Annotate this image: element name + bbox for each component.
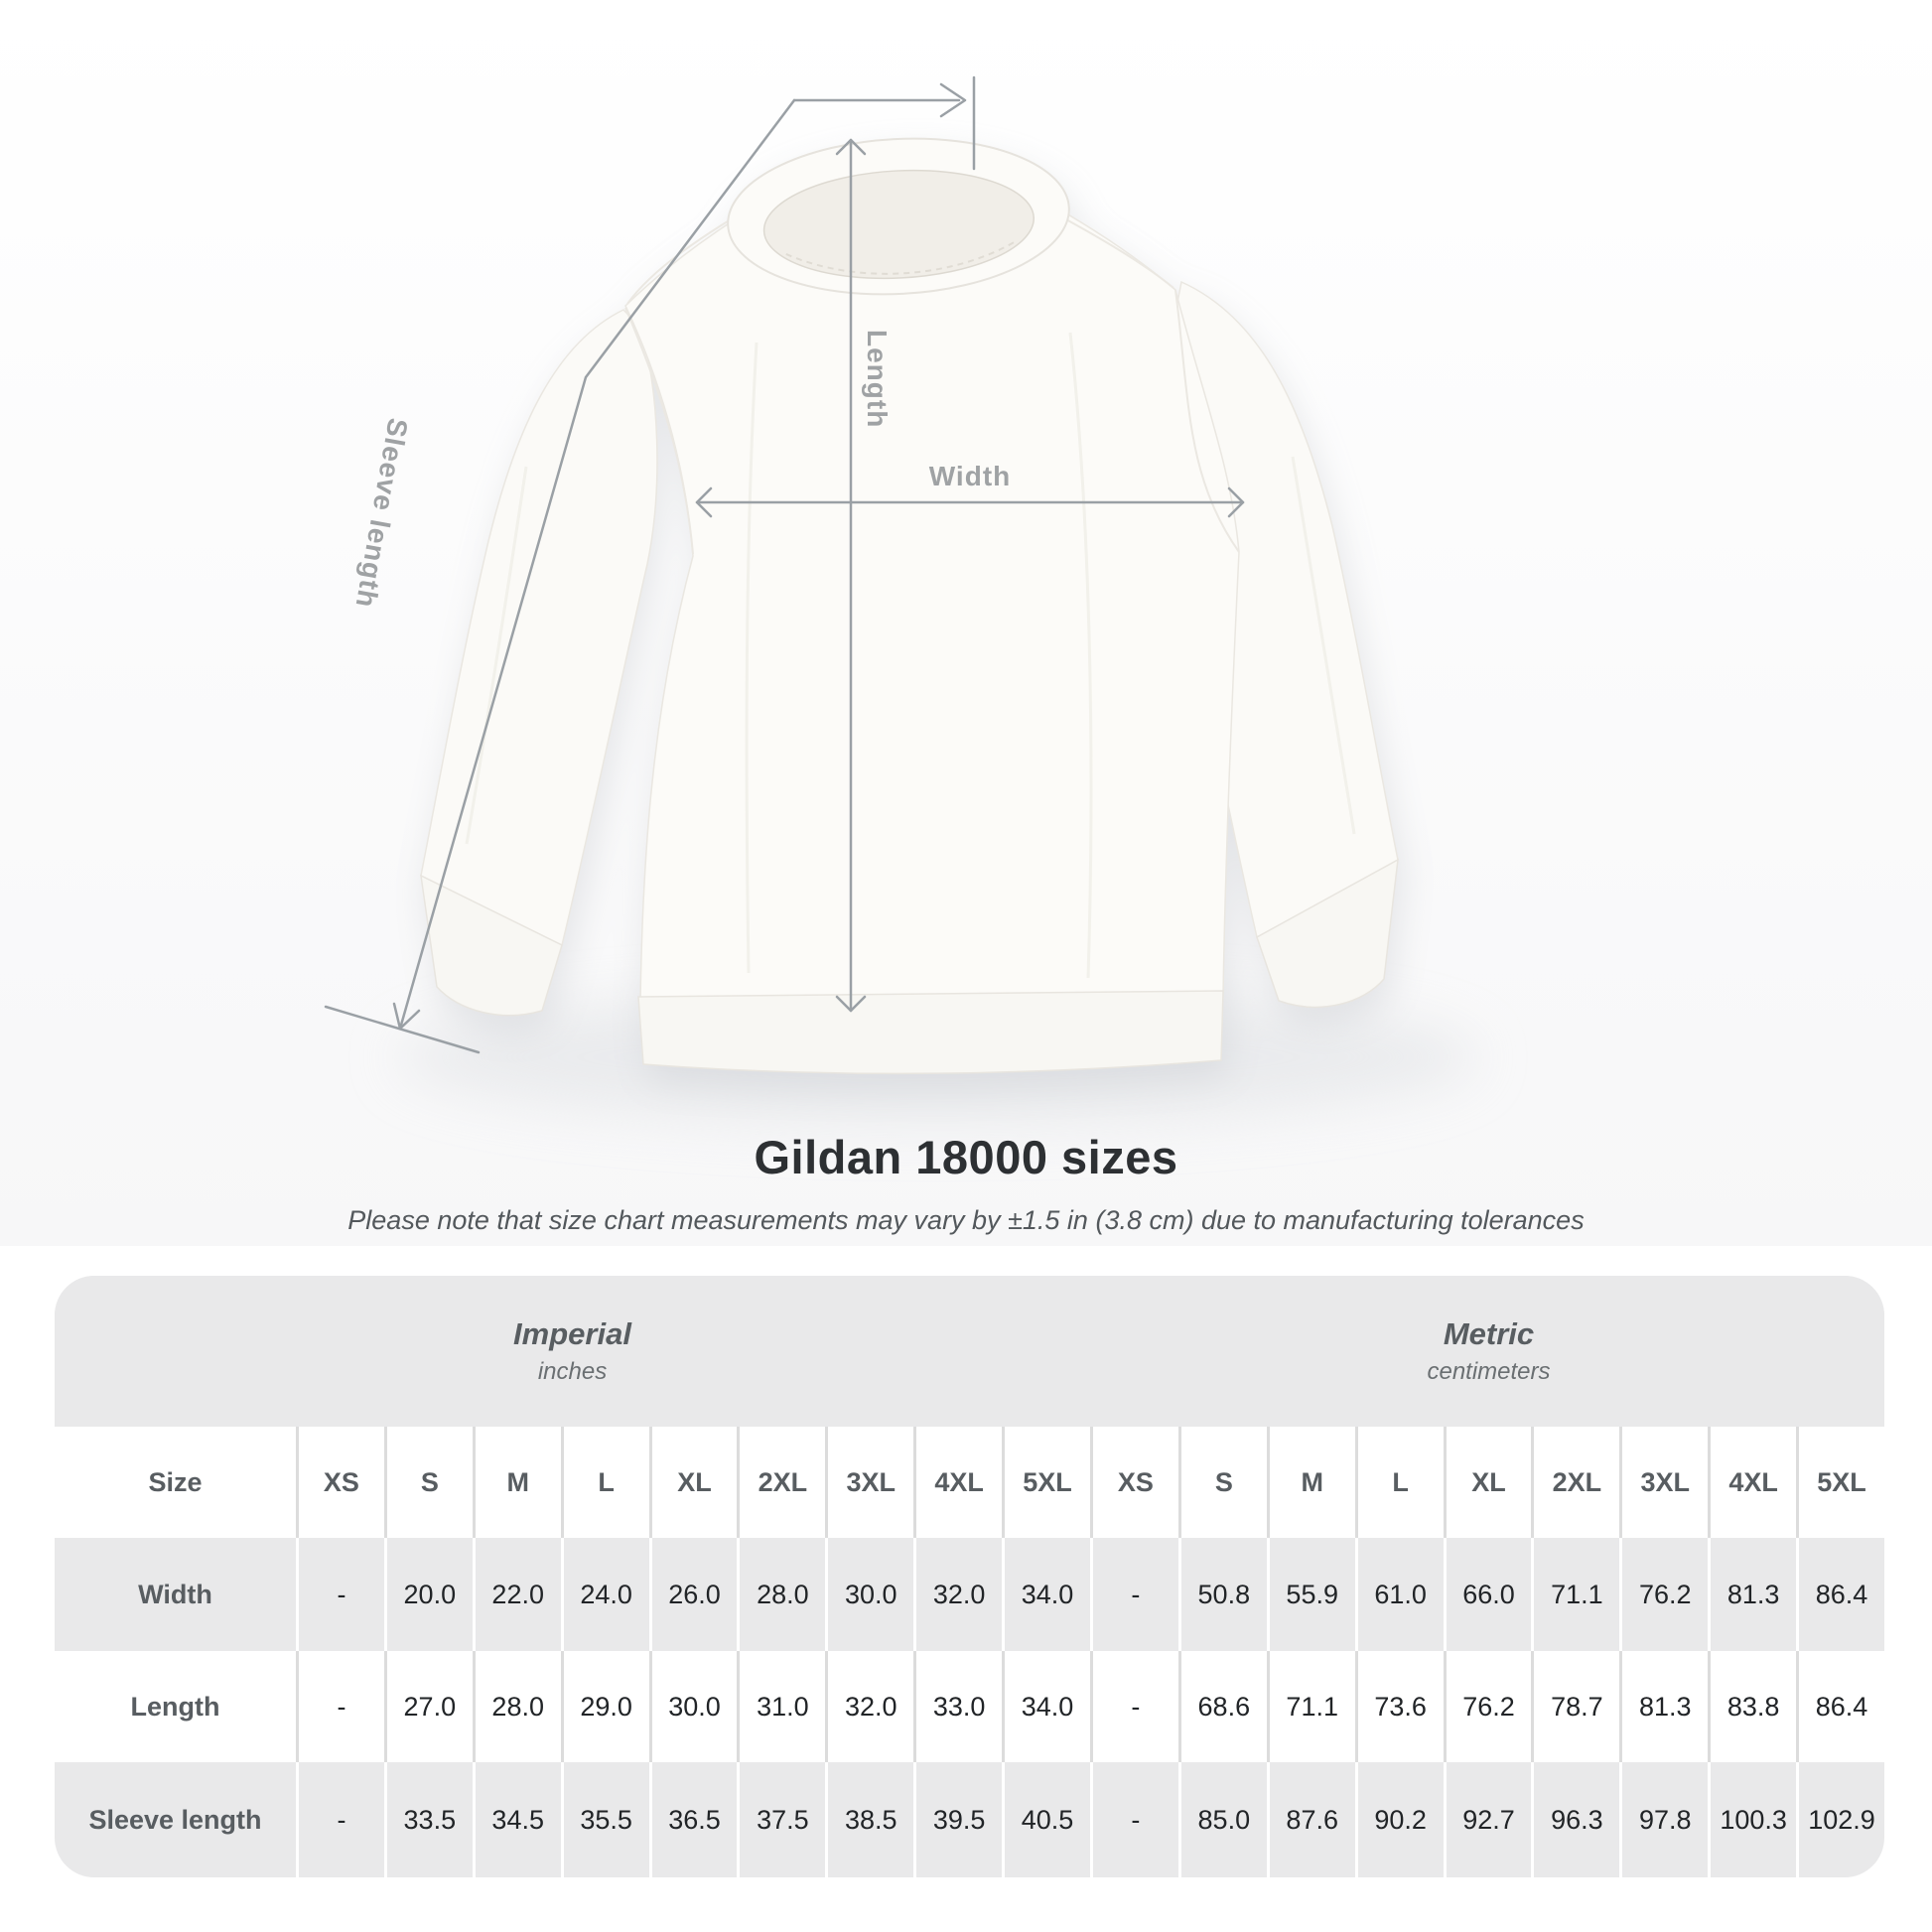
sleeve-length-value-cell: 35.5 [564, 1762, 649, 1877]
imperial-group-header [55, 1276, 1090, 1427]
sleeve-length-value-cell: 33.5 [387, 1762, 473, 1877]
size-row-label: Size [55, 1427, 296, 1538]
width-value-cell: 22.0 [476, 1538, 561, 1651]
sweatshirt-hem-band [638, 991, 1223, 1073]
size-column-header: S [387, 1427, 473, 1538]
sleeve-length-value-cell: 37.5 [740, 1762, 825, 1877]
sleeve-length-label: Sleeve length [349, 415, 414, 611]
width-row-label: Width [55, 1538, 296, 1651]
size-column-header: 3XL [828, 1427, 913, 1538]
width-value-cell: - [299, 1538, 384, 1651]
sleeve-length-value-cell: 34.5 [476, 1762, 561, 1877]
size-column-header: 4XL [916, 1427, 1002, 1538]
length-value-cell: 71.1 [1270, 1651, 1355, 1762]
length-value-cell: 29.0 [564, 1651, 649, 1762]
size-column-header: M [1270, 1427, 1355, 1538]
metric-unit: centimeters [1427, 1358, 1551, 1385]
length-value-cell: 86.4 [1799, 1651, 1884, 1762]
length-value-cell: 34.0 [1005, 1651, 1090, 1762]
length-value-cell: - [299, 1651, 384, 1762]
length-label: Length [862, 330, 893, 429]
size-column-header: XL [652, 1427, 738, 1538]
size-header-row [55, 1427, 1884, 1538]
width-value-cell: 76.2 [1622, 1538, 1708, 1651]
width-value-cell: 61.0 [1358, 1538, 1444, 1651]
width-value-cell: 32.0 [916, 1538, 1002, 1651]
size-column-header: 2XL [1534, 1427, 1619, 1538]
size-column-header: XL [1447, 1427, 1532, 1538]
size-column-header: 5XL [1799, 1427, 1884, 1538]
width-value-cell: 30.0 [828, 1538, 913, 1651]
width-value-cell: 24.0 [564, 1538, 649, 1651]
sleeve-length-value-cell: 36.5 [652, 1762, 738, 1877]
metric-group-header [1093, 1276, 1884, 1427]
length-value-cell: 32.0 [828, 1651, 913, 1762]
sweatshirt-body [625, 181, 1239, 1001]
length-value-cell: 28.0 [476, 1651, 561, 1762]
metric-title: Metric [1443, 1316, 1535, 1351]
sleeve-length-row [55, 1762, 1884, 1877]
width-row [55, 1538, 1884, 1651]
width-value-cell: 81.3 [1711, 1538, 1796, 1651]
size-column-header: 4XL [1711, 1427, 1796, 1538]
size-column-header: L [564, 1427, 649, 1538]
width-value-cell: 26.0 [652, 1538, 738, 1651]
length-value-cell: - [1093, 1651, 1178, 1762]
size-column-header: M [476, 1427, 561, 1538]
length-value-cell: 68.6 [1181, 1651, 1267, 1762]
sleeve-length-row-label: Sleeve length [55, 1762, 296, 1877]
size-column-header: 2XL [740, 1427, 825, 1538]
length-value-cell: 30.0 [652, 1651, 738, 1762]
width-value-cell: 66.0 [1447, 1538, 1532, 1651]
sleeve-length-value-cell: 39.5 [916, 1762, 1002, 1877]
sleeve-length-value-cell: 102.9 [1799, 1762, 1884, 1877]
imperial-title: Imperial [513, 1316, 631, 1351]
sleeve-length-value-cell: - [1093, 1762, 1178, 1877]
page-title: Gildan 18000 sizes [754, 1131, 1178, 1183]
size-column-header: S [1181, 1427, 1267, 1538]
width-value-cell: 71.1 [1534, 1538, 1619, 1651]
size-column-header: L [1358, 1427, 1444, 1538]
sleeve-length-value-cell: 100.3 [1711, 1762, 1796, 1877]
length-value-cell: 33.0 [916, 1651, 1002, 1762]
length-value-cell: 27.0 [387, 1651, 473, 1762]
length-value-cell: 81.3 [1622, 1651, 1708, 1762]
sleeve-length-value-cell: 97.8 [1622, 1762, 1708, 1877]
size-column-header: XS [299, 1427, 384, 1538]
unit-group-band [55, 1276, 1884, 1427]
width-value-cell: 50.8 [1181, 1538, 1267, 1651]
length-value-cell: 73.6 [1358, 1651, 1444, 1762]
width-value-cell: 20.0 [387, 1538, 473, 1651]
sleeve-length-value-cell: 87.6 [1270, 1762, 1355, 1877]
imperial-unit: inches [537, 1358, 608, 1385]
sleeve-length-value-cell: 92.7 [1447, 1762, 1532, 1877]
length-value-cell: 31.0 [740, 1651, 825, 1762]
sleeve-length-value-cell: 38.5 [828, 1762, 913, 1877]
sleeve-length-value-cell: 96.3 [1534, 1762, 1619, 1877]
size-table [55, 1276, 1884, 1877]
tolerance-note: Please note that size chart measurements may vary by ±1.5 in (3.8 cm) due to manufacturing tolerances [347, 1205, 1585, 1235]
sleeve-length-value-cell: 40.5 [1005, 1762, 1090, 1877]
size-column-header: 5XL [1005, 1427, 1090, 1538]
width-value-cell: 28.0 [740, 1538, 825, 1651]
width-value-cell: 86.4 [1799, 1538, 1884, 1651]
length-value-cell: 78.7 [1534, 1651, 1619, 1762]
length-row [55, 1651, 1884, 1762]
sleeve-length-value-cell: - [299, 1762, 384, 1877]
sleeve-length-value-cell: 90.2 [1358, 1762, 1444, 1877]
length-value-cell: 76.2 [1447, 1651, 1532, 1762]
size-column-header: XS [1093, 1427, 1178, 1538]
length-value-cell: 83.8 [1711, 1651, 1796, 1762]
width-value-cell: 55.9 [1270, 1538, 1355, 1651]
width-value-cell: 34.0 [1005, 1538, 1090, 1651]
size-column-header: 3XL [1622, 1427, 1708, 1538]
width-value-cell: - [1093, 1538, 1178, 1651]
sleeve-length-value-cell: 85.0 [1181, 1762, 1267, 1877]
width-label: Width [928, 461, 1012, 491]
length-row-label: Length [55, 1651, 296, 1762]
